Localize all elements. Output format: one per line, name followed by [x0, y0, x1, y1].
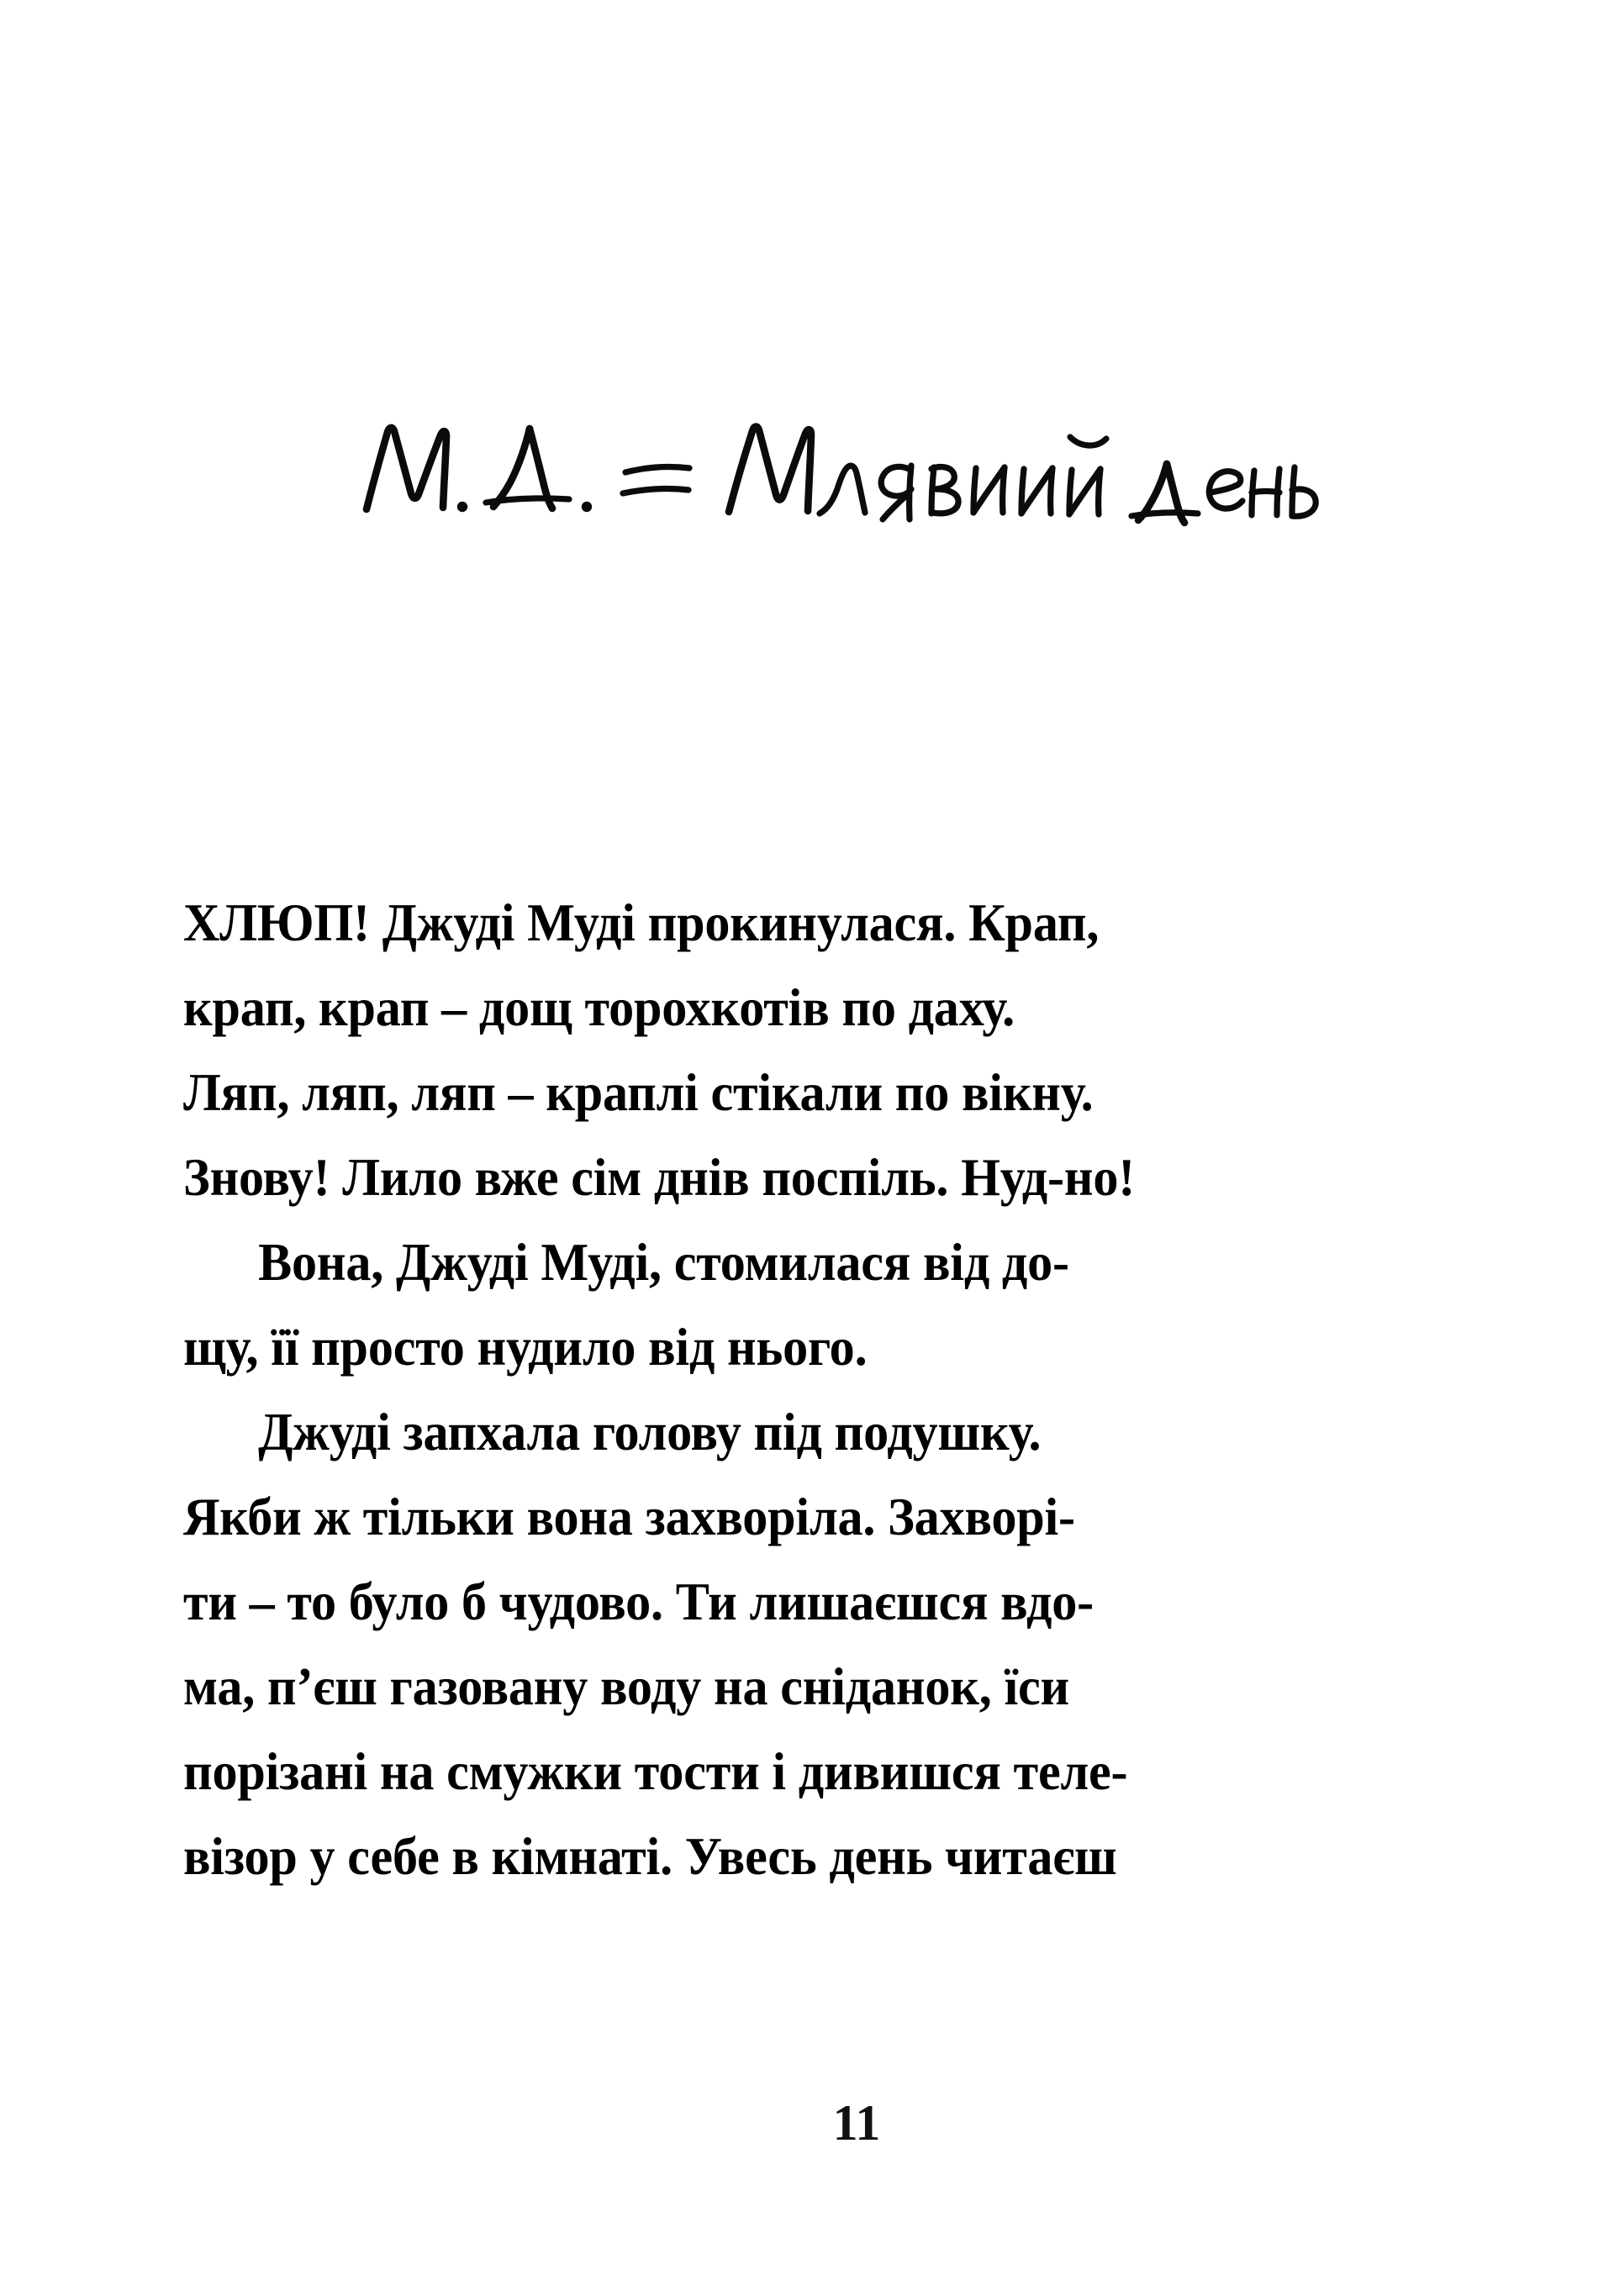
text-line: порізані на смужки тости і дивишся теле- — [183, 1742, 1128, 1801]
text-line: ти – то було б чудово. Ти лишаєшся вдо- — [183, 1572, 1094, 1631]
text-line: Ляп, ляп, ляп – краплі стікали по вікну. — [183, 1063, 1094, 1122]
text-line: щу, її просто нудило від нього. — [183, 1318, 868, 1377]
text-line: ма, п’єш газовану воду на сніданок, їси — [183, 1657, 1069, 1716]
text-line: крап, крап – дощ торохкотів по даху. — [183, 978, 1015, 1037]
text-line: візор у себе в кімнаті. Увесь день читаєш — [183, 1827, 1117, 1886]
text-line: Джуді запхала голову під подушку. — [183, 1403, 1042, 1461]
chapter-heading — [0, 395, 1614, 555]
text-line: Вона, Джуді Муді, стомилася від до- — [183, 1233, 1069, 1292]
text-line: ХЛЮП! Джуді Муді прокинулася. Крап, — [183, 893, 1100, 952]
text-line: Якби ж тільки вона захворіла. Захворі- — [183, 1488, 1075, 1546]
body-text-block — [183, 881, 1432, 1899]
text-line: Знову! Лило вже сім днів поспіль. Нуд-но! — [183, 1148, 1136, 1207]
handwritten-heading-glyphs — [361, 395, 1253, 555]
page-number: 11 — [832, 2095, 881, 2151]
chapter-heading-text — [807, 475, 808, 476]
